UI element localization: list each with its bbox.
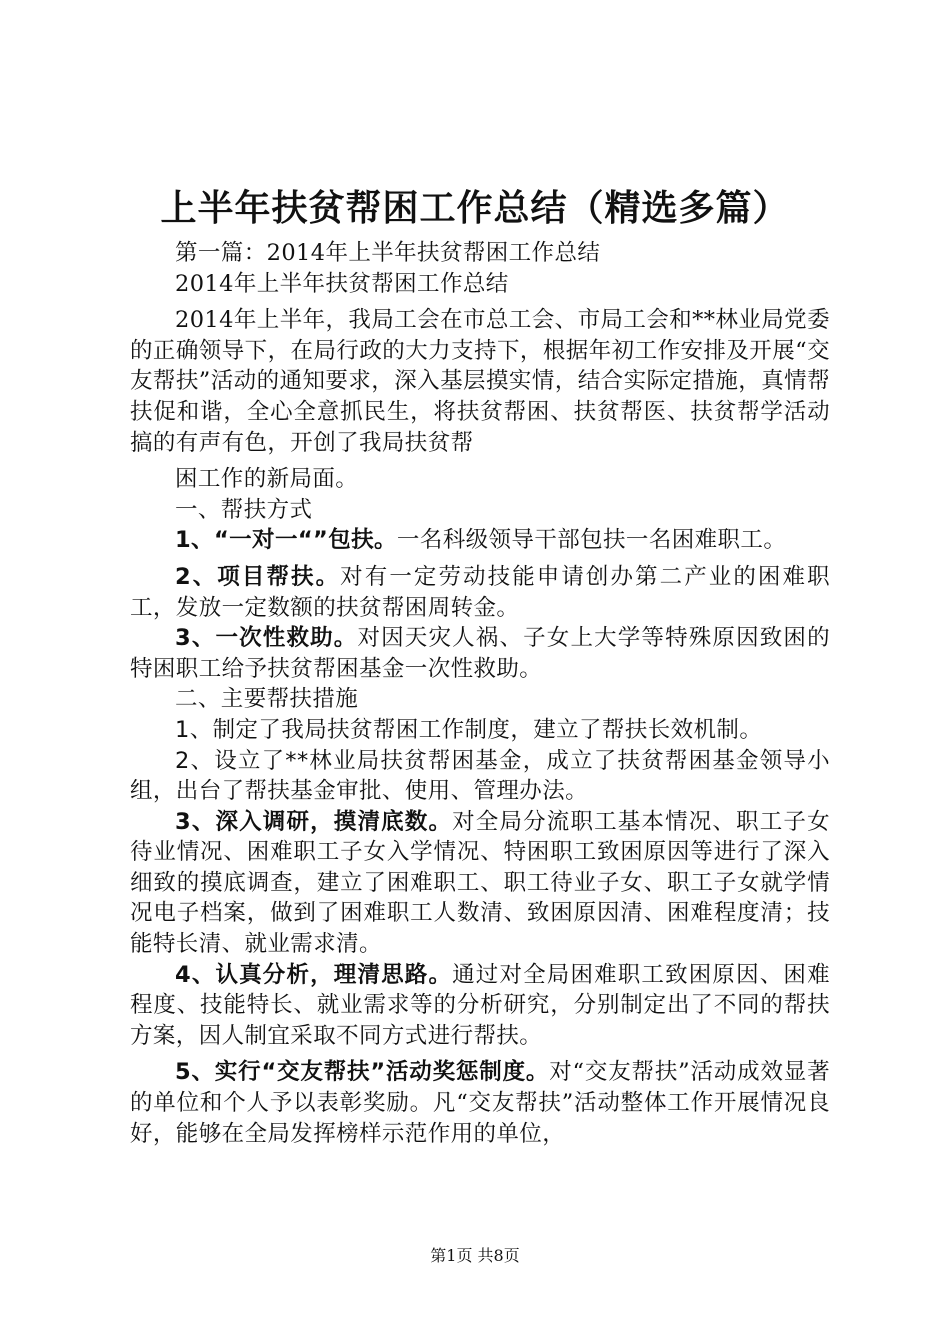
- page-number: 第1页 共8页: [430, 1246, 520, 1265]
- paragraph: 1、制定了我局扶贫帮困工作制度，建立了帮扶长效机制。: [175, 716, 763, 743]
- paragraph: [130, 525, 830, 556]
- item-text: 对全局分流职工基本情况、职工子女待业情况、困难职工子女入学情况、特困职工致困原因等进行了深入细致的摸底调查，建立了困难职工、职工待业子女、职工子女就学情况电子档案，做到了困难职工人数清、致困原因清、困难程度清；技能特长清、就业需求清。: [130, 808, 830, 958]
- item-lead: 3、一次性救助。: [175, 625, 358, 652]
- paragraph: [130, 1057, 830, 1149]
- paragraph: [130, 960, 830, 1052]
- section-heading: 第一篇：2014年上半年扶贫帮困工作总结: [175, 240, 601, 266]
- item-text: 通过对全局困难职工致困原因、困难程度、技能特长、就业需求等的分析研究，分别制定出了不同的帮扶方案，因人制宜采取不同方式进行帮扶。: [130, 961, 830, 1049]
- section-heading: 二、主要帮扶措施: [175, 686, 359, 713]
- paragraph: [130, 562, 830, 623]
- section-heading: 一、帮扶方式: [175, 496, 313, 523]
- item-lead: 3、深入调研，摸清底数。: [175, 808, 453, 835]
- paragraph: [130, 807, 830, 960]
- subtitle: 2014年上半年扶贫帮困工作总结: [175, 270, 509, 297]
- paragraph: 困工作的新局面。: [175, 466, 359, 493]
- item-lead: 4、认真分析，理清思路。: [175, 961, 453, 988]
- item-text: 对“交友帮扶”活动成效显著的单位和个人予以表彰奖励。凡“交友帮扶”活动整体工作开展情况良好，能够在全局发挥榜样示范作用的单位，: [130, 1059, 830, 1147]
- paragraph: 2、设立了**林业局扶贫帮困基金，成立了扶贫帮困基金领导小组，出台了帮扶基金审批、使用、管理办法。: [130, 747, 830, 805]
- paragraph: [130, 623, 830, 684]
- item-text: 对有一定劳动技能申请创办第二产业的困难职工，发放一定数额的扶贫帮困周转金。: [130, 563, 830, 621]
- item-lead: 5、实行“交友帮扶”活动奖惩制度。: [175, 1059, 550, 1086]
- item-lead: 2、项目帮扶。: [175, 563, 341, 590]
- document-title: 上半年扶贫帮困工作总结（精选多篇）: [160, 187, 790, 229]
- item-text: 对因天灾人祸、子女上大学等特殊原因致困的特困职工给予扶贫帮困基金一次性救助。: [130, 625, 830, 682]
- document-body: [130, 238, 830, 1149]
- item-lead: 1、“一对一“”包扶。: [175, 527, 397, 554]
- item-text: 一名科级领导干部包扶一名困难职工。: [396, 527, 787, 554]
- paragraph: 2014年上半年，我局工会在市总工会、市局工会和**林业局党委的正确领导下，在局行政的大力支持下，根据年初工作安排及开展“交友帮扶”活动的通知要求，深入基层摸实情，结合实际定措施，真情帮扶促和谐，全心全意抓民生，将扶贫帮困、扶贫帮医、扶贫帮学活动搞的有声有色，开创了我局扶贫帮: [130, 307, 830, 456]
